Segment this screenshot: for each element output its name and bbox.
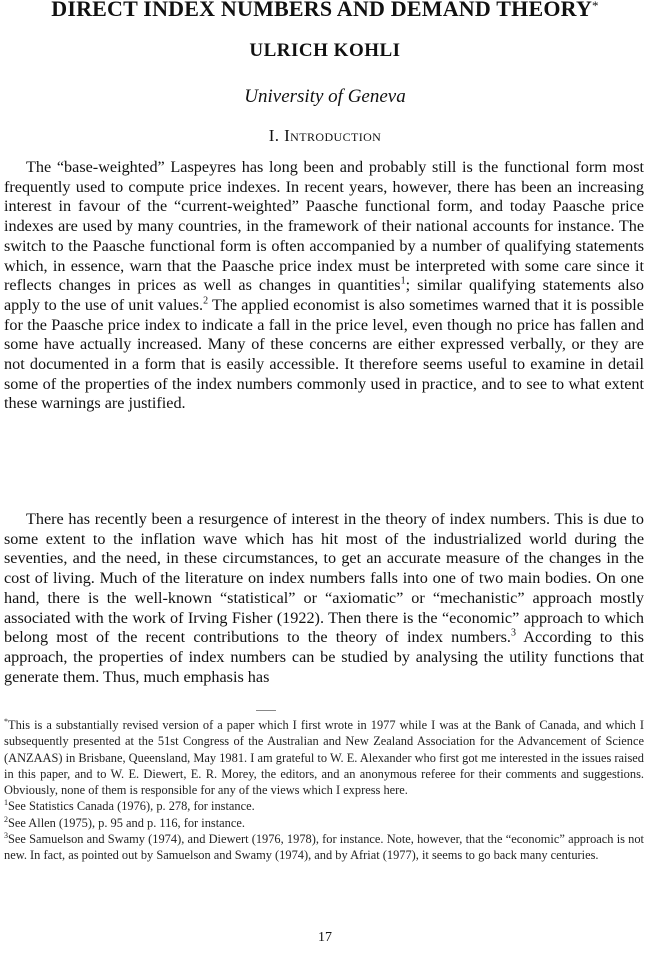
paragraph-2 <box>4 510 644 687</box>
paragraph-2-part-a: There has recently been a resurgence of interest in the theory of index numbers. This is due to some extent to the inflation wave which has hit most of the industrialized world during the seventies, and the need, in these circumstances, to get an accurate measure of the changes in the cost of living. Much of the literature on index numbers falls into one of two main bodies. On one hand, there is the well-known “statistical” or “axiomatic” or “mechanistic” approach mostly associated with the work of Irving Fisher (1922). Then there is the “economic” approach to which belong most of the recent contributions to the theory of index numbers. <box>4 510 644 647</box>
title-footnote-mark: * <box>592 0 599 13</box>
section-heading <box>0 126 650 146</box>
footnote-star-text: This is a substantially revised version of a paper which I first wrote in 1977 while I was at the Bank of Canada, and which I subsequently presented at the 51st Congress of the Australian and New Zealand Association for the Advancement of Science (ANZAAS) in Brisbane, Queensland, May 1981. I am grateful to W. E. Alexander who first got me interested in the issues raised in this paper, and to W. E. Diewert, E. R. Morey, the editors, and an anonymous referee for their comments and suggestions. Obviously, none of them is responsible for any of the views which I express here. <box>4 718 644 798</box>
footnote-1-text: See Statistics Canada (1976), p. 278, for instance. <box>8 799 255 814</box>
paragraph-1 <box>4 158 644 414</box>
footnote-3 <box>4 831 644 864</box>
footnote-ref-2: 2 <box>203 295 209 307</box>
footnotes <box>4 717 644 864</box>
section-title: Introduction <box>284 126 382 145</box>
footnote-2-mark: 2 <box>4 814 8 824</box>
footnote-2 <box>4 815 644 831</box>
footnote-1-mark: 1 <box>4 798 8 808</box>
page-number: 17 <box>318 930 332 945</box>
article-title <box>0 0 650 22</box>
footnote-star-mark: * <box>4 716 8 726</box>
footnote-star <box>4 717 644 798</box>
footnote-3-mark: 3 <box>4 830 8 840</box>
author-affiliation: University of Geneva <box>244 86 406 107</box>
author-name: ULRICH KOHLI <box>249 40 401 61</box>
footnote-ref-3: 3 <box>510 627 516 639</box>
footnote-divider <box>256 710 276 711</box>
article-title-text: DIRECT INDEX NUMBERS AND DEMAND THEORY <box>51 0 593 21</box>
footnote-3-text: See Samuelson and Swamy (1974), and Diewert (1976, 1978), for instance. Note, however, that the “economic” approach is not new. In fact, as pointed out by Samuelson and Swamy (1974), and by Afriat (1977), it seems to go back many centuries. <box>4 832 644 863</box>
footnote-1 <box>4 798 644 814</box>
paragraph-1-part-b: ; similar qualifying statements also apply to the use of unit values. <box>4 276 645 314</box>
footnote-ref-1: 1 <box>400 275 406 287</box>
paragraph-2-part-b: According to this approach, the properties of index numbers can be studied by analysing the utility functions that generate them. Thus, much emphasis has <box>4 628 644 686</box>
section-number: I. <box>268 126 280 145</box>
footnote-2-text: See Allen (1975), p. 95 and p. 116, for instance. <box>8 815 245 830</box>
paragraph-1-part-c: The applied economist is also sometimes warned that it is possible for the Paasche price index to indicate a fall in the price level, even though no price has fallen and some have actually increased. Many of these concerns are either expressed verbally, or they are not documented in a form that is easily accessible. It therefore seems useful to examine in detail some of the properties of the index numbers commonly used in practice, and to see to what extent these warnings are justified. <box>4 295 644 413</box>
paragraph-1-part-a: The “base-weighted” Laspeyres has long been and probably still is the functional form most frequently used to compute price indexes. In recent years, however, there has been an increasing interest in favour of the “current-weighted” Paasche functional form, and today Paasche price indexes are used by many countries, in the framework of their national accounts for instance. The switch to the Paasche functional form is often accompanied by a number of qualifying statements which, in essence, warn that the Paasche price index must be interpreted with some care since it reflects changes in prices as well as changes in quantities <box>4 158 644 295</box>
